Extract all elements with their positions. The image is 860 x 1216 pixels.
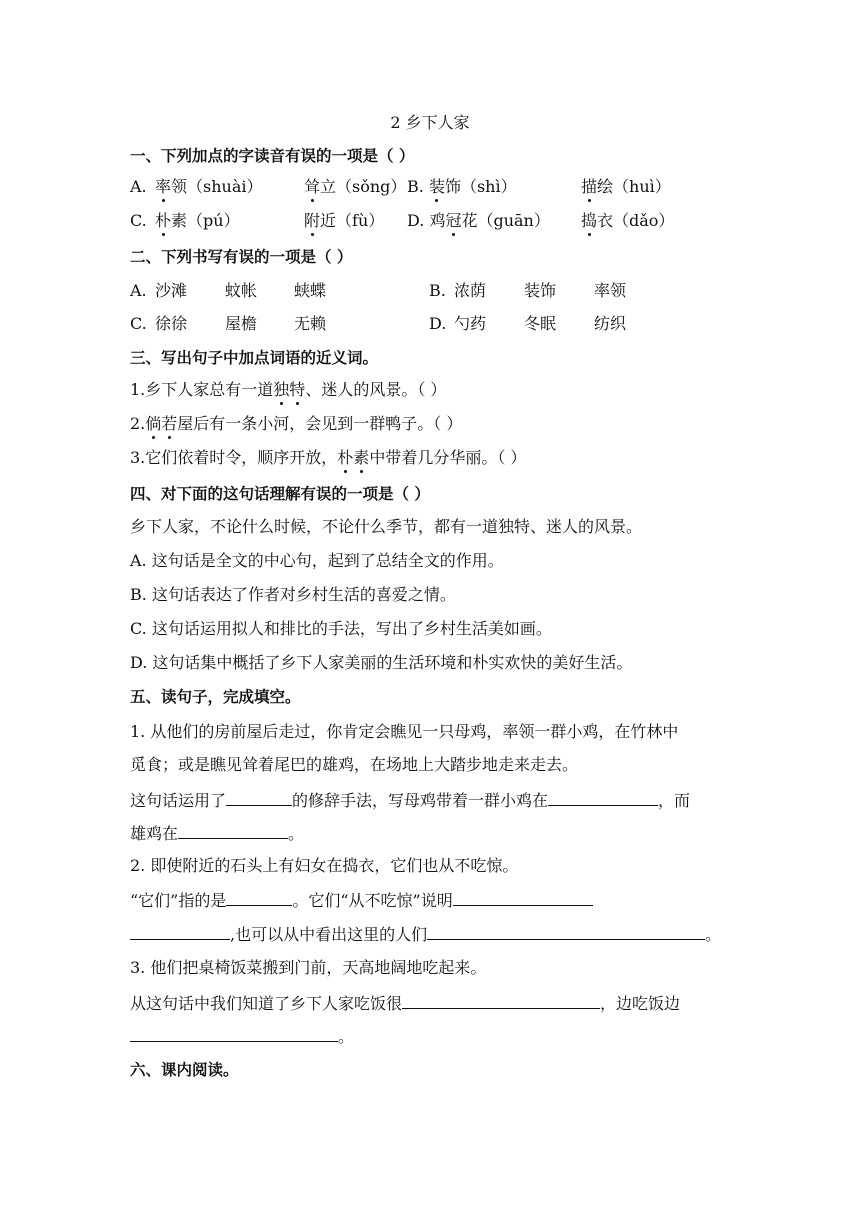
q2-heading: 二、下列书写有误的一项是（ ） bbox=[130, 248, 353, 266]
q3-sentence-2: 2.倘若屋后有一条小河，会见到一群鸭子。（ ） bbox=[130, 414, 463, 433]
q5-p2-line2: “它们”指的是 。它们“从不吃惊”说明 bbox=[130, 889, 740, 911]
q5-p3-line3: 。 bbox=[130, 1025, 740, 1047]
q2-word: 勺药 bbox=[454, 314, 487, 333]
fill-blank[interactable] bbox=[130, 923, 230, 940]
q5-heading: 五、读句子，完成填空。 bbox=[130, 688, 301, 706]
q4-heading: 四、对下面的这句话理解有误的一项是（ ） bbox=[130, 485, 430, 503]
q2-word: 浓荫 bbox=[454, 281, 487, 300]
q5-p1-line4: 雄鸡在 。 bbox=[130, 824, 305, 843]
q2-word: 屋檐 bbox=[225, 314, 258, 333]
q5-p3-line1: 3. 他们把桌椅饭菜搬到门前，天高地阔地吃起来。 bbox=[130, 958, 487, 977]
q2-word: 冬眠 bbox=[524, 314, 557, 333]
q4-option-a: A. 这句话是全文的中心句，起到了总结全文的作用。 bbox=[130, 551, 504, 570]
q5-p2-line1: 2. 即使附近的石头上有妇女在捣衣，它们也从不吃惊。 bbox=[130, 856, 519, 875]
q1-option: D. 鸡冠花（guān） bbox=[407, 211, 550, 230]
q2-word: 沙滩 bbox=[155, 281, 188, 300]
q3-heading: 三、写出句子中加点词语的近义词。 bbox=[130, 349, 379, 367]
fill-blank[interactable] bbox=[226, 789, 292, 806]
q2-word: 装饰 bbox=[524, 281, 557, 300]
q2-label: B. bbox=[429, 281, 446, 300]
q5-p3-line2: 从这句话中我们知道了乡下人家吃饭很 ，边吃饭边 bbox=[130, 994, 681, 1013]
q3-sentence-1: 1.乡下人家总有一道独特、迷人的风景。（ ） bbox=[130, 380, 447, 399]
q1-option: 描绘（huì） bbox=[581, 177, 671, 196]
page-title: 2 乡下人家 bbox=[390, 113, 470, 132]
q2-word: 蚊帐 bbox=[225, 281, 258, 300]
q1-option: 朴素（pú） bbox=[155, 211, 240, 230]
q1-option: 附近（fù） bbox=[304, 211, 385, 230]
q2-word: 蛱蝶 bbox=[294, 281, 327, 300]
fill-blank[interactable] bbox=[178, 822, 288, 839]
q5-p1-line1: 1. 从他们的房前屋后走过，你肯定会瞧见一只母鸡，率领一群小鸡，在竹林中 bbox=[130, 722, 679, 741]
fill-blank[interactable] bbox=[427, 923, 705, 940]
q2-label: A. bbox=[130, 281, 147, 300]
q5-p1-line3: 这句话运用了 的修辞手法，写母鸡带着一群小鸡在 ，而 bbox=[130, 791, 691, 810]
q4-option-d: D. 这句话集中概括了乡下人家美丽的生活环境和朴实欢快的美好生活。 bbox=[130, 653, 633, 672]
q5-p2-line3: ,也可以从中看出这里的人们 。 bbox=[130, 923, 740, 945]
fill-blank[interactable] bbox=[226, 889, 292, 906]
q2-word: 纺织 bbox=[594, 314, 627, 333]
q2-word: 率领 bbox=[594, 281, 627, 300]
fill-blank[interactable] bbox=[130, 1025, 338, 1042]
q2-label: D. bbox=[429, 314, 447, 333]
fill-blank[interactable] bbox=[548, 789, 658, 806]
q1-label-c: C. bbox=[130, 211, 147, 230]
q1-label-a: A. bbox=[130, 177, 147, 196]
q3-sentence-3: 3.它们依着时令，顺序开放，朴素中带着几分华丽。（ ） bbox=[130, 448, 527, 467]
q1-heading: 一、下列加点的字读音有误的一项是（ ） bbox=[130, 147, 415, 165]
q4-option-b: B. 这句话表达了作者对乡村生活的喜爱之情。 bbox=[130, 585, 456, 604]
fill-blank[interactable] bbox=[453, 889, 593, 906]
fill-blank[interactable] bbox=[402, 992, 600, 1009]
q1-option: 耸立（sǒng） bbox=[304, 177, 407, 196]
q1-option: 捣衣（dǎo） bbox=[581, 211, 675, 230]
q1-option: 率领（shuài） bbox=[155, 177, 263, 196]
q2-label: C. bbox=[130, 314, 147, 333]
q2-word: 无赖 bbox=[294, 314, 327, 333]
q4-quote: 乡下人家，不论什么时候，不论什么季节，都有一道独特、迷人的风景。 bbox=[130, 517, 643, 536]
q6-heading: 六、课内阅读。 bbox=[130, 1061, 239, 1079]
q1-option: B. 装饰（shì） bbox=[407, 177, 517, 196]
q2-word: 徐徐 bbox=[155, 314, 188, 333]
q5-p1-line2: 觅食；或是瞧见耸着尾巴的雄鸡，在场地上大踏步地走来走去。 bbox=[130, 755, 579, 774]
q4-option-c: C. 这句话运用拟人和排比的手法，写出了乡村生活美如画。 bbox=[130, 619, 552, 638]
